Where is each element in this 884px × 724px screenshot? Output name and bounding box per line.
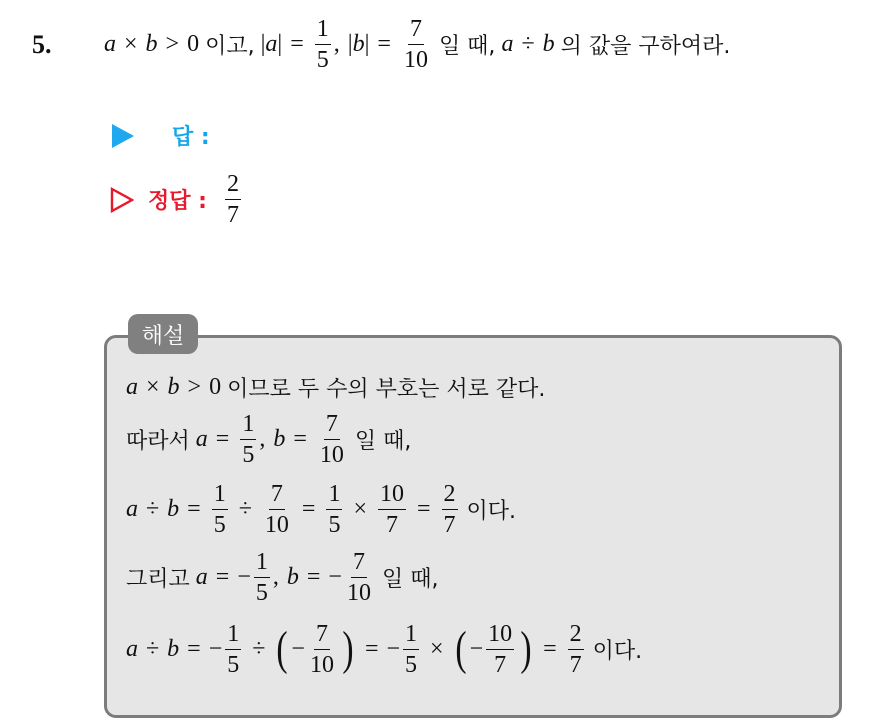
explanation-line-4-suffix: 일 때, bbox=[381, 566, 439, 592]
explanation-tab: 해설 bbox=[128, 314, 198, 354]
correct-answer-label: 정답 : bbox=[148, 189, 207, 214]
fraction-seven-tenths: $\frac{7}{10}$ bbox=[403, 15, 428, 73]
play-triangle-icon bbox=[112, 124, 134, 148]
outline-triangle-icon bbox=[110, 187, 134, 213]
question-ask-text: 의 값을 구하여라. bbox=[560, 33, 731, 59]
answer-label: 답 : bbox=[172, 125, 210, 150]
explanation-line-5-suffix: 이다. bbox=[592, 638, 643, 664]
correct-answer-value bbox=[225, 172, 241, 227]
correct-answer-numerator: 2 bbox=[225, 172, 241, 200]
explanation-line-2-suffix: 일 때, bbox=[354, 428, 412, 454]
explanation-line-4-prefix: 그리고 bbox=[126, 566, 190, 592]
explanation-line-1: a × b > 0 이므로 두 수의 부호는 서로 같다. bbox=[126, 373, 546, 402]
correct-answer-row bbox=[110, 172, 244, 227]
question-intro-text: 이고, bbox=[205, 33, 255, 59]
explanation-line-3-suffix: 이다. bbox=[466, 498, 517, 524]
question-number: 5. bbox=[32, 30, 52, 59]
explanation-line-5: a ÷ b = − $\frac{1}{5}$ ÷ ( − $\frac{7}{10}$ ) = − $\frac{1}{5}$ × ( − $\frac{10}{7}$ ) = $\frac{2}{7}$ 이다. bbox=[126, 620, 643, 678]
explanation-line-4: 그리고 a = − $\frac{1}{5}$ , b = − $\frac{7}{10}$ 일 때, bbox=[126, 548, 439, 606]
explanation-line-3: a ÷ b = $\frac{1}{5}$ ÷ $\frac{7}{10}$ = $\frac{1}{5}$ × $\frac{10}{7}$ = $\frac{2}{7}$ 이다. bbox=[126, 480, 517, 538]
question-statement: a × b > 0 이고, |a| = $\frac{1}{5}$ , |b| = $\frac{7}{10}$ 일 때, a ÷ b 의 값을 구하여라. bbox=[104, 15, 731, 73]
explanation-line-2: 따라서 a = $\frac{1}{5}$ , b = $\frac{7}{10}$ 일 때, bbox=[126, 410, 412, 468]
question-tail-text: 일 때, bbox=[438, 33, 496, 59]
answer-row bbox=[112, 120, 210, 151]
explanation-line-1-text: 이므로 두 수의 부호는 서로 같다. bbox=[227, 376, 546, 402]
correct-answer-denominator: 7 bbox=[226, 202, 239, 228]
explanation-line-2-prefix: 따라서 bbox=[126, 428, 190, 454]
fraction-one-fifth: $\frac{1}{5}$ bbox=[316, 15, 329, 73]
